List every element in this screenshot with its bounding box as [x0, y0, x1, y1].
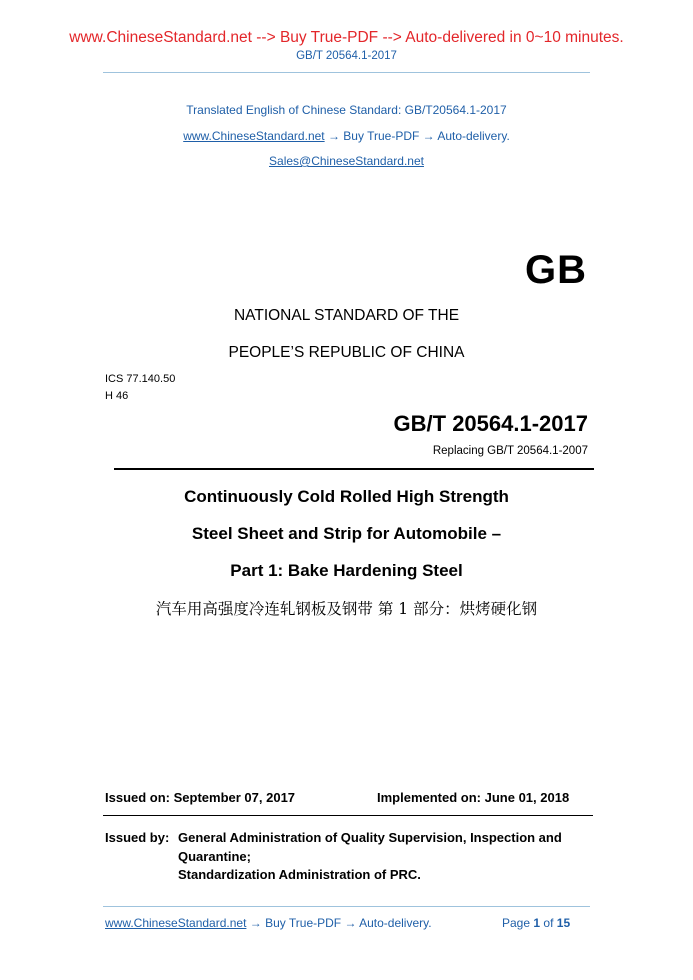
- page-label: Page: [502, 916, 531, 930]
- of-label: of: [543, 916, 554, 930]
- intro-site-link[interactable]: www.ChineseStandard.net: [183, 129, 325, 143]
- page-number: 1: [533, 916, 541, 930]
- standard-number: GB/T 20564.1-2017: [393, 411, 588, 436]
- intro-delivery-line: [0, 129, 693, 143]
- intro-site-rest: → Buy True-PDF → Auto-delivery.: [324, 129, 510, 143]
- issuer-line2: Quarantine;: [178, 849, 251, 864]
- title-line1: Continuously Cold Rolled High Strength: [184, 487, 509, 506]
- chinese-title: 汽车用高强度冷连轧钢板及钢带 第 1 部分：烘烤硬化钢: [155, 600, 538, 618]
- header-doc-code: GB/T 20564.1-2017: [296, 50, 397, 62]
- footer-site-rest: → Buy True-PDF → Auto-delivery.: [246, 916, 432, 930]
- issuer-line3: Standardization Administration of PRC.: [178, 867, 421, 882]
- page-indicator: [502, 916, 570, 930]
- title-divider: [114, 468, 594, 470]
- header-divider: [103, 72, 590, 73]
- email-line: [0, 154, 693, 168]
- national-standard-line1: NATIONAL STANDARD OF THE: [233, 307, 460, 324]
- issued-date: Issued on: September 07, 2017: [105, 790, 296, 805]
- national-standard-line2: PEOPLE’S REPUBLIC OF CHINA: [228, 344, 465, 361]
- ccs-code: H 46: [105, 390, 129, 402]
- title-line3: Part 1: Bake Hardening Steel: [230, 561, 463, 580]
- promo-banner[interactable]: www.ChineseStandard.net --> Buy True-PDF --> Auto-delivered in 0~10 minutes.: [69, 29, 624, 46]
- gb-mark: GB: [525, 248, 587, 292]
- title-line2: Steel Sheet and Strip for Automobile –: [191, 524, 502, 543]
- email-link[interactable]: Sales@ChineseStandard.net: [269, 154, 424, 168]
- footer-delivery-line: [105, 916, 432, 930]
- issuer-label: Issued by:: [105, 830, 170, 845]
- footer-site-link[interactable]: www.ChineseStandard.net: [105, 916, 247, 930]
- implemented-date: Implemented on: June 01, 2018: [377, 790, 570, 805]
- page-total: 15: [556, 916, 571, 930]
- translated-notice: Translated English of Chinese Standard: GB/T20564.1-2017: [186, 103, 507, 117]
- replacing-note: Replacing GB/T 20564.1-2007: [432, 445, 588, 457]
- issuer-line1: General Administration of Quality Supervision, Inspection and: [178, 830, 562, 845]
- dates-divider: [103, 815, 593, 816]
- footer-divider: [103, 906, 590, 907]
- ics-code: ICS 77.140.50: [105, 373, 176, 385]
